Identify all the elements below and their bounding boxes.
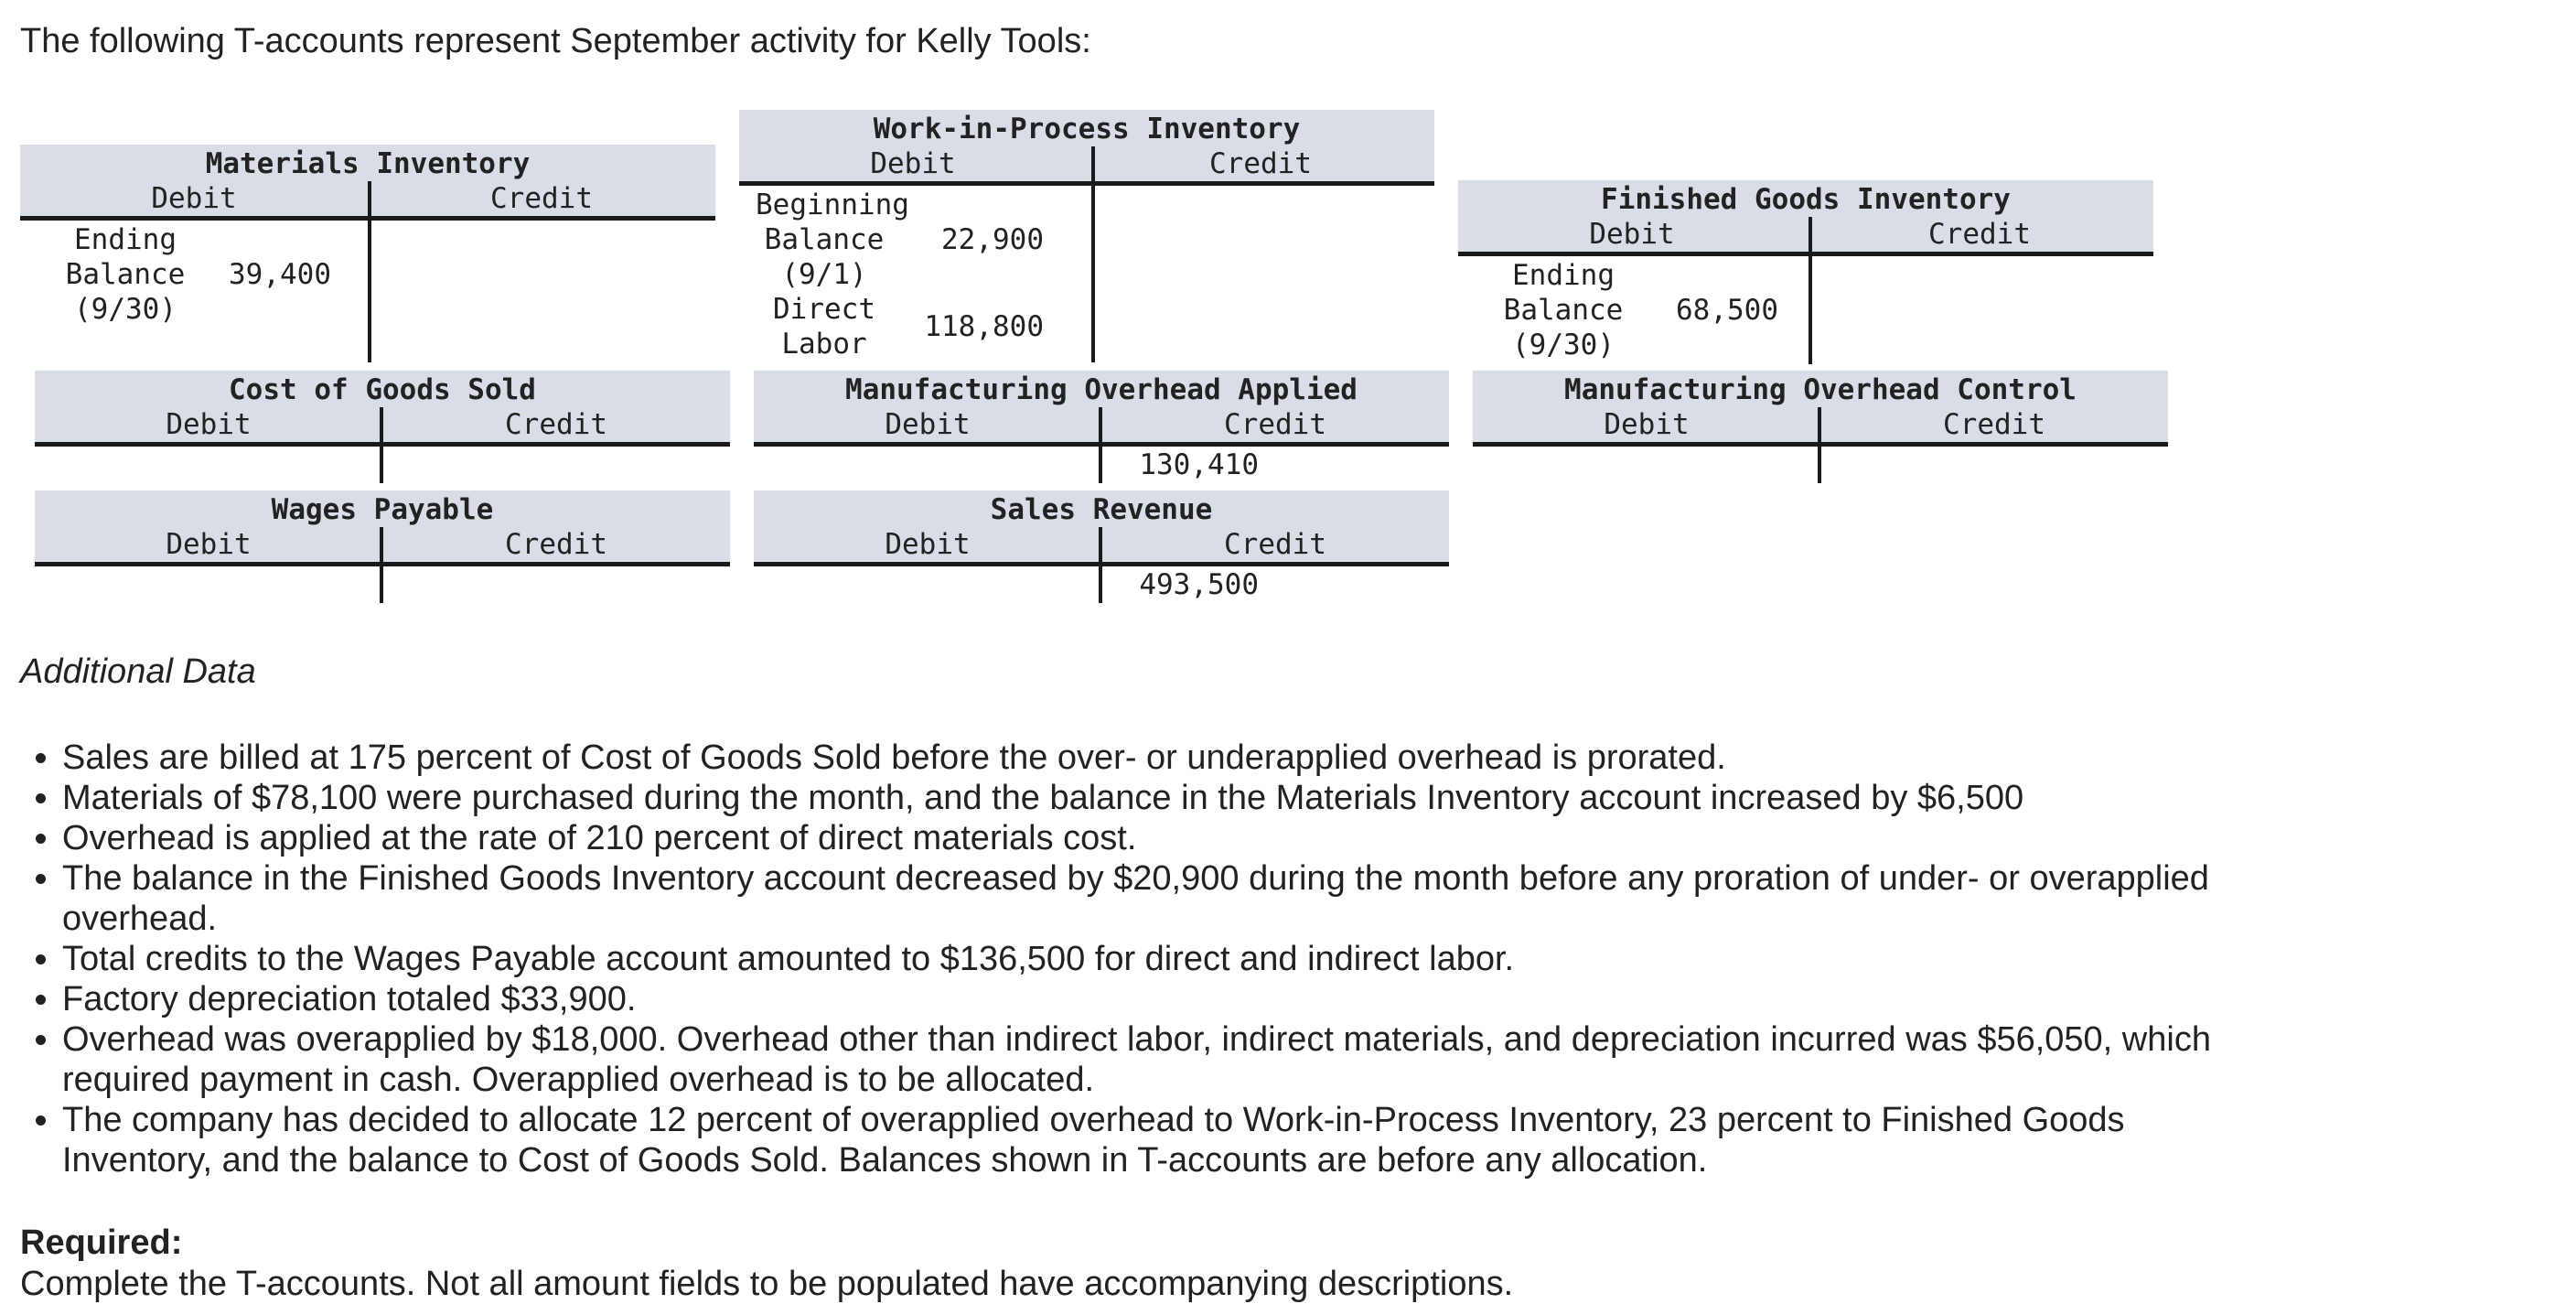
- entry-description: Ending Balance (9/30): [65, 223, 186, 326]
- t-account-title: Manufacturing Overhead Control: [1564, 373, 2077, 406]
- t-account-header: [754, 490, 1449, 566]
- t-account-title: Sales Revenue: [990, 493, 1213, 526]
- debit-entry: [756, 188, 1044, 292]
- t-account-manufacturing-overhead-control: [1473, 371, 2168, 483]
- t-account-title: Cost of Goods Sold: [229, 373, 536, 406]
- list-item: • Overhead was overapplied by $18,000. Overhead other than indirect labor, indirect materials, and depreciation incurred was $56,050, which required payment in cash. Overapplied overhead is to be allocated.: [62, 1019, 2239, 1100]
- debit-label: Debit: [885, 528, 971, 561]
- debit-label: Debit: [1604, 408, 1690, 441]
- credit-label: Credit: [1224, 528, 1326, 561]
- t-account-title: Work-in-Process Inventory: [873, 113, 1301, 145]
- debit-label: Debit: [151, 182, 237, 215]
- list-item: • The company has decided to allocate 12 percent of overapplied overhead to Work-in-Process Inventory, 23 percent to Finished Goods Inventory, and the balance to Cost of Goods Sold. Balances shown in T-accounts are before any allocation.: [62, 1100, 2239, 1180]
- debit-entry: [1495, 258, 1778, 362]
- entry-amount: 68,500: [1676, 294, 1778, 327]
- debit-label: Debit: [166, 408, 252, 441]
- additional-data-list: [20, 738, 2239, 1180]
- t-account-finished-goods-inventory: [1458, 180, 2153, 364]
- list-item: • Materials of $78,100 were purchased during the month, and the balance in the Materials Inventory account increased by $6,500: [62, 778, 2239, 818]
- entry-amount: 22,900: [941, 223, 1044, 256]
- t-account-header: [1458, 180, 2153, 256]
- list-item: • Overhead is applied at the rate of 210 percent of direct materials cost.: [62, 818, 2239, 858]
- debit-entry: [57, 222, 331, 327]
- t-account-header: [1473, 371, 2168, 447]
- t-account-title: Materials Inventory: [205, 147, 531, 180]
- entry-amount: 39,400: [229, 258, 331, 291]
- debit-label: Debit: [885, 408, 971, 441]
- entry-amount: 118,800: [924, 310, 1044, 343]
- list-item: • The balance in the Finished Goods Inventory account decreased by $20,900 during the month before any proration of under- or overapplied overhead.: [62, 858, 2239, 939]
- t-account-sales-revenue: [754, 490, 1449, 603]
- t-account-title: Finished Goods Inventory: [1601, 183, 2011, 216]
- required-text: Complete the T-accounts. Not all amount fields to be populated have accompanying descriptions.: [20, 1265, 1514, 1303]
- intro-text: The following T-accounts represent September activity for Kelly Tools:: [20, 22, 1091, 60]
- t-account-work-in-process-inventory: [739, 110, 1434, 362]
- t-account-header: [35, 371, 730, 447]
- list-item: • Factory depreciation totaled $33,900.: [62, 979, 2239, 1019]
- credit-label: Credit: [1928, 218, 2031, 251]
- credit-entry: [1112, 566, 1259, 603]
- t-account-title: Wages Payable: [271, 493, 494, 526]
- additional-data-heading: Additional Data: [20, 652, 256, 691]
- debit-label: Debit: [1589, 218, 1675, 251]
- t-account-cost-of-goods-sold: [35, 371, 730, 483]
- entry-description: Beginning Balance (9/1): [756, 189, 909, 291]
- t-account-header: [20, 145, 715, 221]
- t-account-manufacturing-overhead-applied: [754, 371, 1449, 483]
- list-item: • Sales are billed at 175 percent of Cost of Goods Sold before the over- or underapplied overhead is prorated.: [62, 738, 2239, 778]
- credit-label: Credit: [490, 182, 593, 215]
- t-account-title: Manufacturing Overhead Applied: [845, 373, 1358, 406]
- debit-entry: [756, 292, 1044, 361]
- credit-label: Credit: [1224, 408, 1326, 441]
- credit-label: Credit: [505, 408, 607, 441]
- credit-label: Credit: [505, 528, 607, 561]
- t-account-wages-payable: [35, 490, 730, 603]
- debit-label: Debit: [870, 147, 956, 180]
- list-item: • Total credits to the Wages Payable account amounted to $136,500 for direct and indirect labor.: [62, 939, 2239, 979]
- t-account-header: [35, 490, 730, 566]
- debit-label: Debit: [166, 528, 252, 561]
- entry-amount: 493,500: [1139, 568, 1259, 601]
- t-account-header: [739, 110, 1434, 186]
- entry-amount: 130,410: [1139, 448, 1259, 481]
- credit-label: Credit: [1943, 408, 2045, 441]
- t-account-materials-inventory: [20, 145, 715, 362]
- entry-description: Ending Balance (9/30): [1503, 259, 1624, 361]
- t-account-header: [754, 371, 1449, 447]
- credit-label: Credit: [1209, 147, 1312, 180]
- required-heading: Required:: [20, 1223, 183, 1262]
- credit-entry: [1112, 447, 1259, 483]
- entry-description: Direct Labor: [773, 293, 875, 361]
